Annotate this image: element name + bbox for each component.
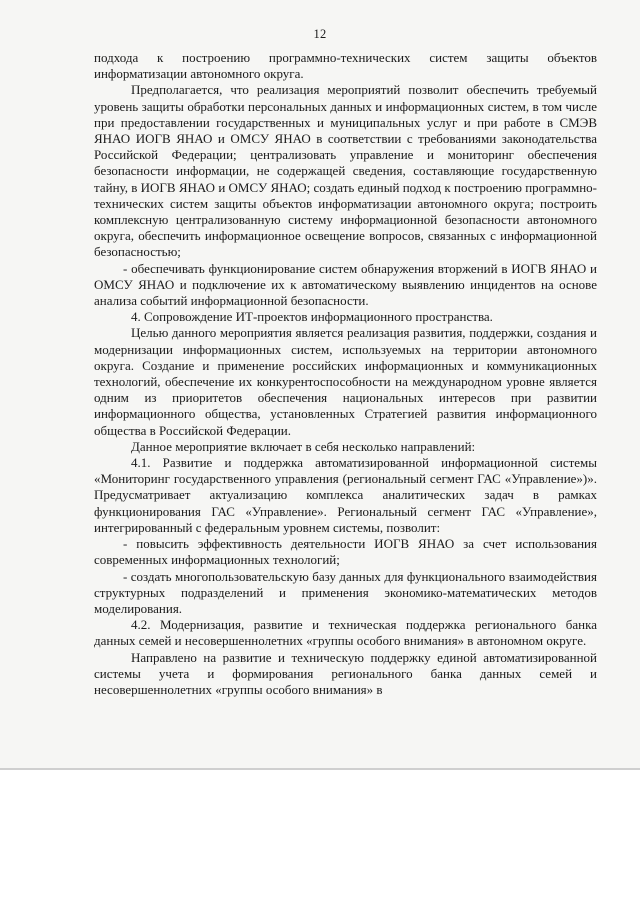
paragraph-goal: Целью данного мероприятия является реализация развития, поддержки, создания и модернизации информационных систем, используемых на территории автономного округа. Создание и применение российских информационных и коммуникационных технологий, обеспечение их конкурентоспособности на международном уровне является одним из приоритетов обеспечения национальных интересов при развитии информационного общества, установленных Стратегией развития информационного общества в Российской Федерации. xyxy=(94,325,597,438)
paragraph-directed: Направлено на развитие и техническую поддержку единой автоматизированной системы учета и формирования регионального банка данных семей и несовершеннолетних «группы особого внимания» в xyxy=(94,649,597,697)
bullet-database: - создать многопользовательскую базу данных для функционального взаимодействия структурных подразделений и применения экономико-математических методов моделирования. xyxy=(94,568,597,616)
bullet-efficiency: - повысить эффективность деятельности ИОГВ ЯНАО за счет использования современных информационных технологий; xyxy=(94,536,597,568)
paragraph-expected-results: Предполагается, что реализация мероприятий позволит обеспечить требуемый уровень защиты обработки персональных данных и информационных систем, в том числе при предоставлении государственных и муниципальных услуг и при работе в СМЭВ ЯНАО ИОГВ ЯНАО и ОМСУ ЯНАО в соответствии с требованиями законодательства Российской Федерации; централизовать управление и мониторинг обеспечения безопасности информации, не содержащей сведения, составляющие государственную тайну, в ИОГВ ЯНАО и ОМСУ ЯНАО; создать единый подход к построению программно-технических систем защиты объектов информатизации автономного округа; построить комплексную централизованную систему информационной безопасности автономного округа, обеспечить информационное освещение вопросов, связанных с информационной безопасностью; xyxy=(94,82,597,260)
bullet-intrusion-detection: - обеспечивать функционирование систем обнаружения вторжений в ИОГВ ЯНАО и ОМСУ ЯНАО и подключение их к автоматическому выявлению инцидентов на основе анализа событий информационной безопасности. xyxy=(94,260,597,309)
paragraph-continuation: подхода к построению программно-технических систем защиты объектов информатизации автономного округа. xyxy=(94,50,597,82)
paragraph-4-1: 4.1. Развитие и поддержка автоматизированной информационной системы «Мониторинг государственного управления (региональный сегмент ГАС «Управление»)». Предусматривает актуализацию комплекса аналитических задач в рамках функционирования ГАС «Управление». Региональный сегмент ГАС «Управление», интегрированный с федеральным уровнем системы, позволит: xyxy=(94,455,597,535)
page-number: 12 xyxy=(313,27,327,41)
section-heading-4: 4. Сопровождение ИТ-проектов информационного пространства. xyxy=(131,309,493,325)
paragraph-4-2: 4.2. Модернизация, развитие и техническая поддержка регионального банка данных семей и несовершеннолетних «группы особого внимания» в автономном округе. xyxy=(94,617,597,649)
paragraph-directions-intro: Данное мероприятие включает в себя несколько направлений: xyxy=(131,438,476,454)
body-text xyxy=(94,50,597,698)
